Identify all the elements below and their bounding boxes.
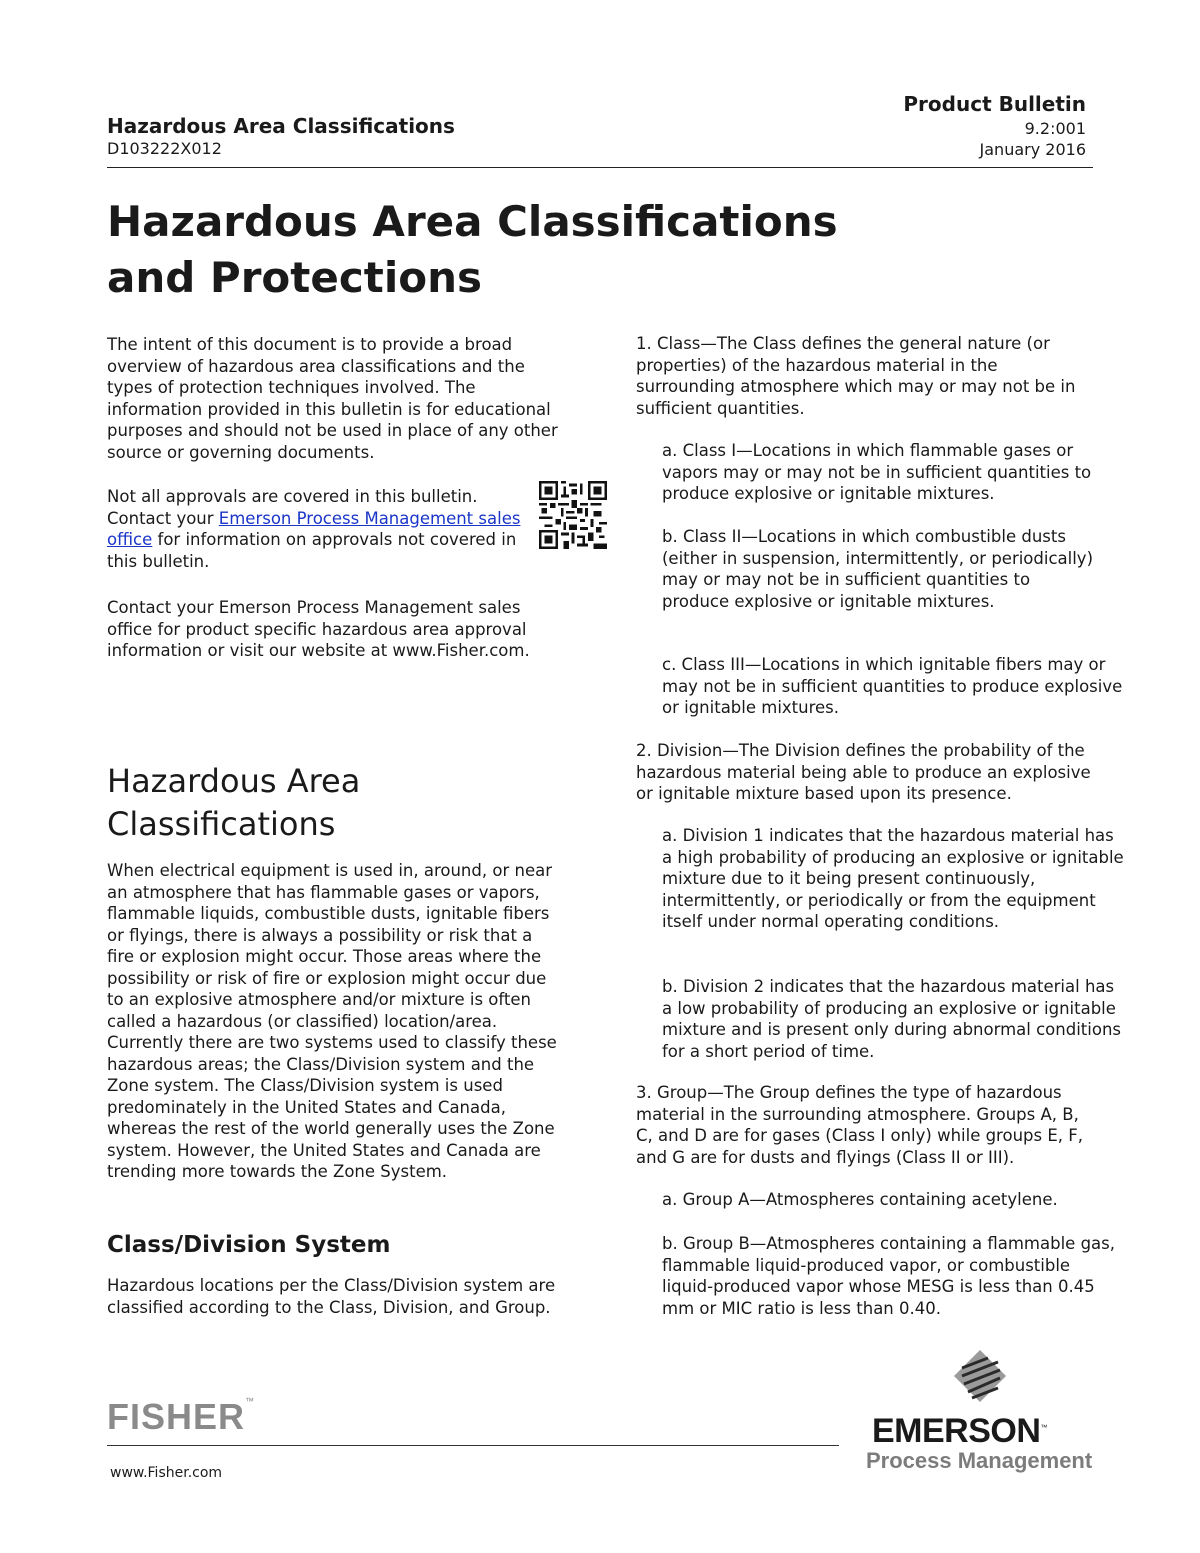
bulletin-number: 9.2:001 xyxy=(1024,119,1086,138)
emerson-logo-text: EMERSON xyxy=(872,1412,1041,1450)
fisher-logo-text: FISHER xyxy=(107,1396,246,1437)
class-iii-item: c. Class III—Locations in which ignitable fibers may or may not be in sufficient quantities to produce explosive or ignitable mixtures. xyxy=(662,655,1123,717)
bulletin-date: January 2016 xyxy=(979,140,1086,159)
emerson-logo xyxy=(872,1412,1047,1451)
section-body: When electrical equipment is used in, around, or near an atmosphere that has flammable gases or vapors, flammable liquids, combustible dusts, ignitable fibers or flyings, there is always a possibility or risk that a fire or explosion might occur. Those areas where the possibility or risk of fire or explosion might occur due to an explosive atmosphere and/or mixture is often called a hazardous (or classified) location/area. Currently there are two systems used to classify these hazardous areas; the Class/Division system and the Zone system. The Class/Division system is used predominately in the United States and Canada, whereas the rest of the world generally uses the Zone system. However, the United States and Canada are trending more towards the Zone System. xyxy=(107,861,557,1181)
emerson-trademark: ™ xyxy=(1040,1424,1047,1432)
class-definition: 1. Class—The Class defines the general nature (or properties) of the hazardous material in the surrounding atmosphere which may or may not be in sufficient quantities. xyxy=(636,334,1076,418)
intro-paragraph: The intent of this document is to provide a broad overview of hazardous area classifications and the types of protection techniques involved. The information provided in this bulletin is for educational purposes and should not be used in place of any other source or governing documents. xyxy=(107,335,558,462)
emerson-logo-icon xyxy=(954,1350,1006,1420)
approvals-note xyxy=(107,486,527,572)
class-ii-item: b. Class II—Locations in which combustible dusts (either in suspension, intermittently, or periodically) may or may not be in sufficient quantities to produce explosive or ignitable mixtures. xyxy=(662,527,1094,611)
division-2-item: b. Division 2 indicates that the hazardous material has a low probability of producing an explosive or ignitable mixture and is present only during abnormal conditions for a short period of time. xyxy=(662,977,1121,1061)
fisher-logo xyxy=(107,1396,254,1438)
fisher-trademark: ™ xyxy=(245,1396,255,1406)
approvals-note-start: Not all approvals are covered in this bulletin. Contact your xyxy=(107,487,478,528)
group-a-item: a. Group A—Atmospheres containing acetylene. xyxy=(662,1190,1058,1209)
footer-website: www.Fisher.com xyxy=(110,1465,223,1481)
document-number: D103222X012 xyxy=(107,139,222,158)
qr-code-icon[interactable] xyxy=(539,481,607,549)
contact-paragraph: Contact your Emerson Process Management sales office for product specific hazardous area approval information or visit our website at www.Fisher.com. xyxy=(107,598,530,660)
page-title: Hazardous Area Classifications and Protections xyxy=(107,197,838,302)
header-divider xyxy=(107,167,1093,168)
approvals-note-end: for information on approvals not covered in this bulletin. xyxy=(107,530,517,571)
division-1-item: a. Division 1 indicates that the hazardous material has a high probability of producing an explosive or ignitable mixture due to it being present continuously, intermittently, or periodically or from the equipment itself under normal operating conditions. xyxy=(662,826,1124,931)
division-definition: 2. Division—The Division defines the probability of the hazardous material being able to produce an explosive or ignitable mixture based upon its presence. xyxy=(636,741,1091,803)
document-subject: Hazardous Area Classifications xyxy=(107,114,455,138)
bulletin-label: Product Bulletin xyxy=(903,92,1086,116)
section-heading: Hazardous Area Classifications xyxy=(107,762,361,843)
group-b-item: b. Group B—Atmospheres containing a flammable gas, flammable liquid-produced vapor, or combustible liquid-produced vapor whose MESG is less than 0.45 mm or MIC ratio is less than 0.40. xyxy=(662,1234,1115,1318)
sales-office-link[interactable]: Emerson Process Management sales office xyxy=(107,508,521,549)
subsection-heading: Class/Division System xyxy=(107,1232,391,1258)
subsection-body: Hazardous locations per the Class/Division system are classified according to the Class, Division, and Group. xyxy=(107,1276,556,1317)
emerson-division: Process Management xyxy=(866,1448,1093,1473)
group-definition: 3. Group—The Group defines the type of hazardous material in the surrounding atmosphere. Groups A, B, C, and D are for gases (Class I only) while groups E, F, and G are for dusts and flyings (Class II or III). xyxy=(636,1083,1083,1167)
class-i-item: a. Class I—Locations in which flammable gases or vapors may or may not be in sufficient quantities to produce explosive or ignitable mixtures. xyxy=(662,441,1092,503)
footer-divider xyxy=(107,1445,839,1446)
